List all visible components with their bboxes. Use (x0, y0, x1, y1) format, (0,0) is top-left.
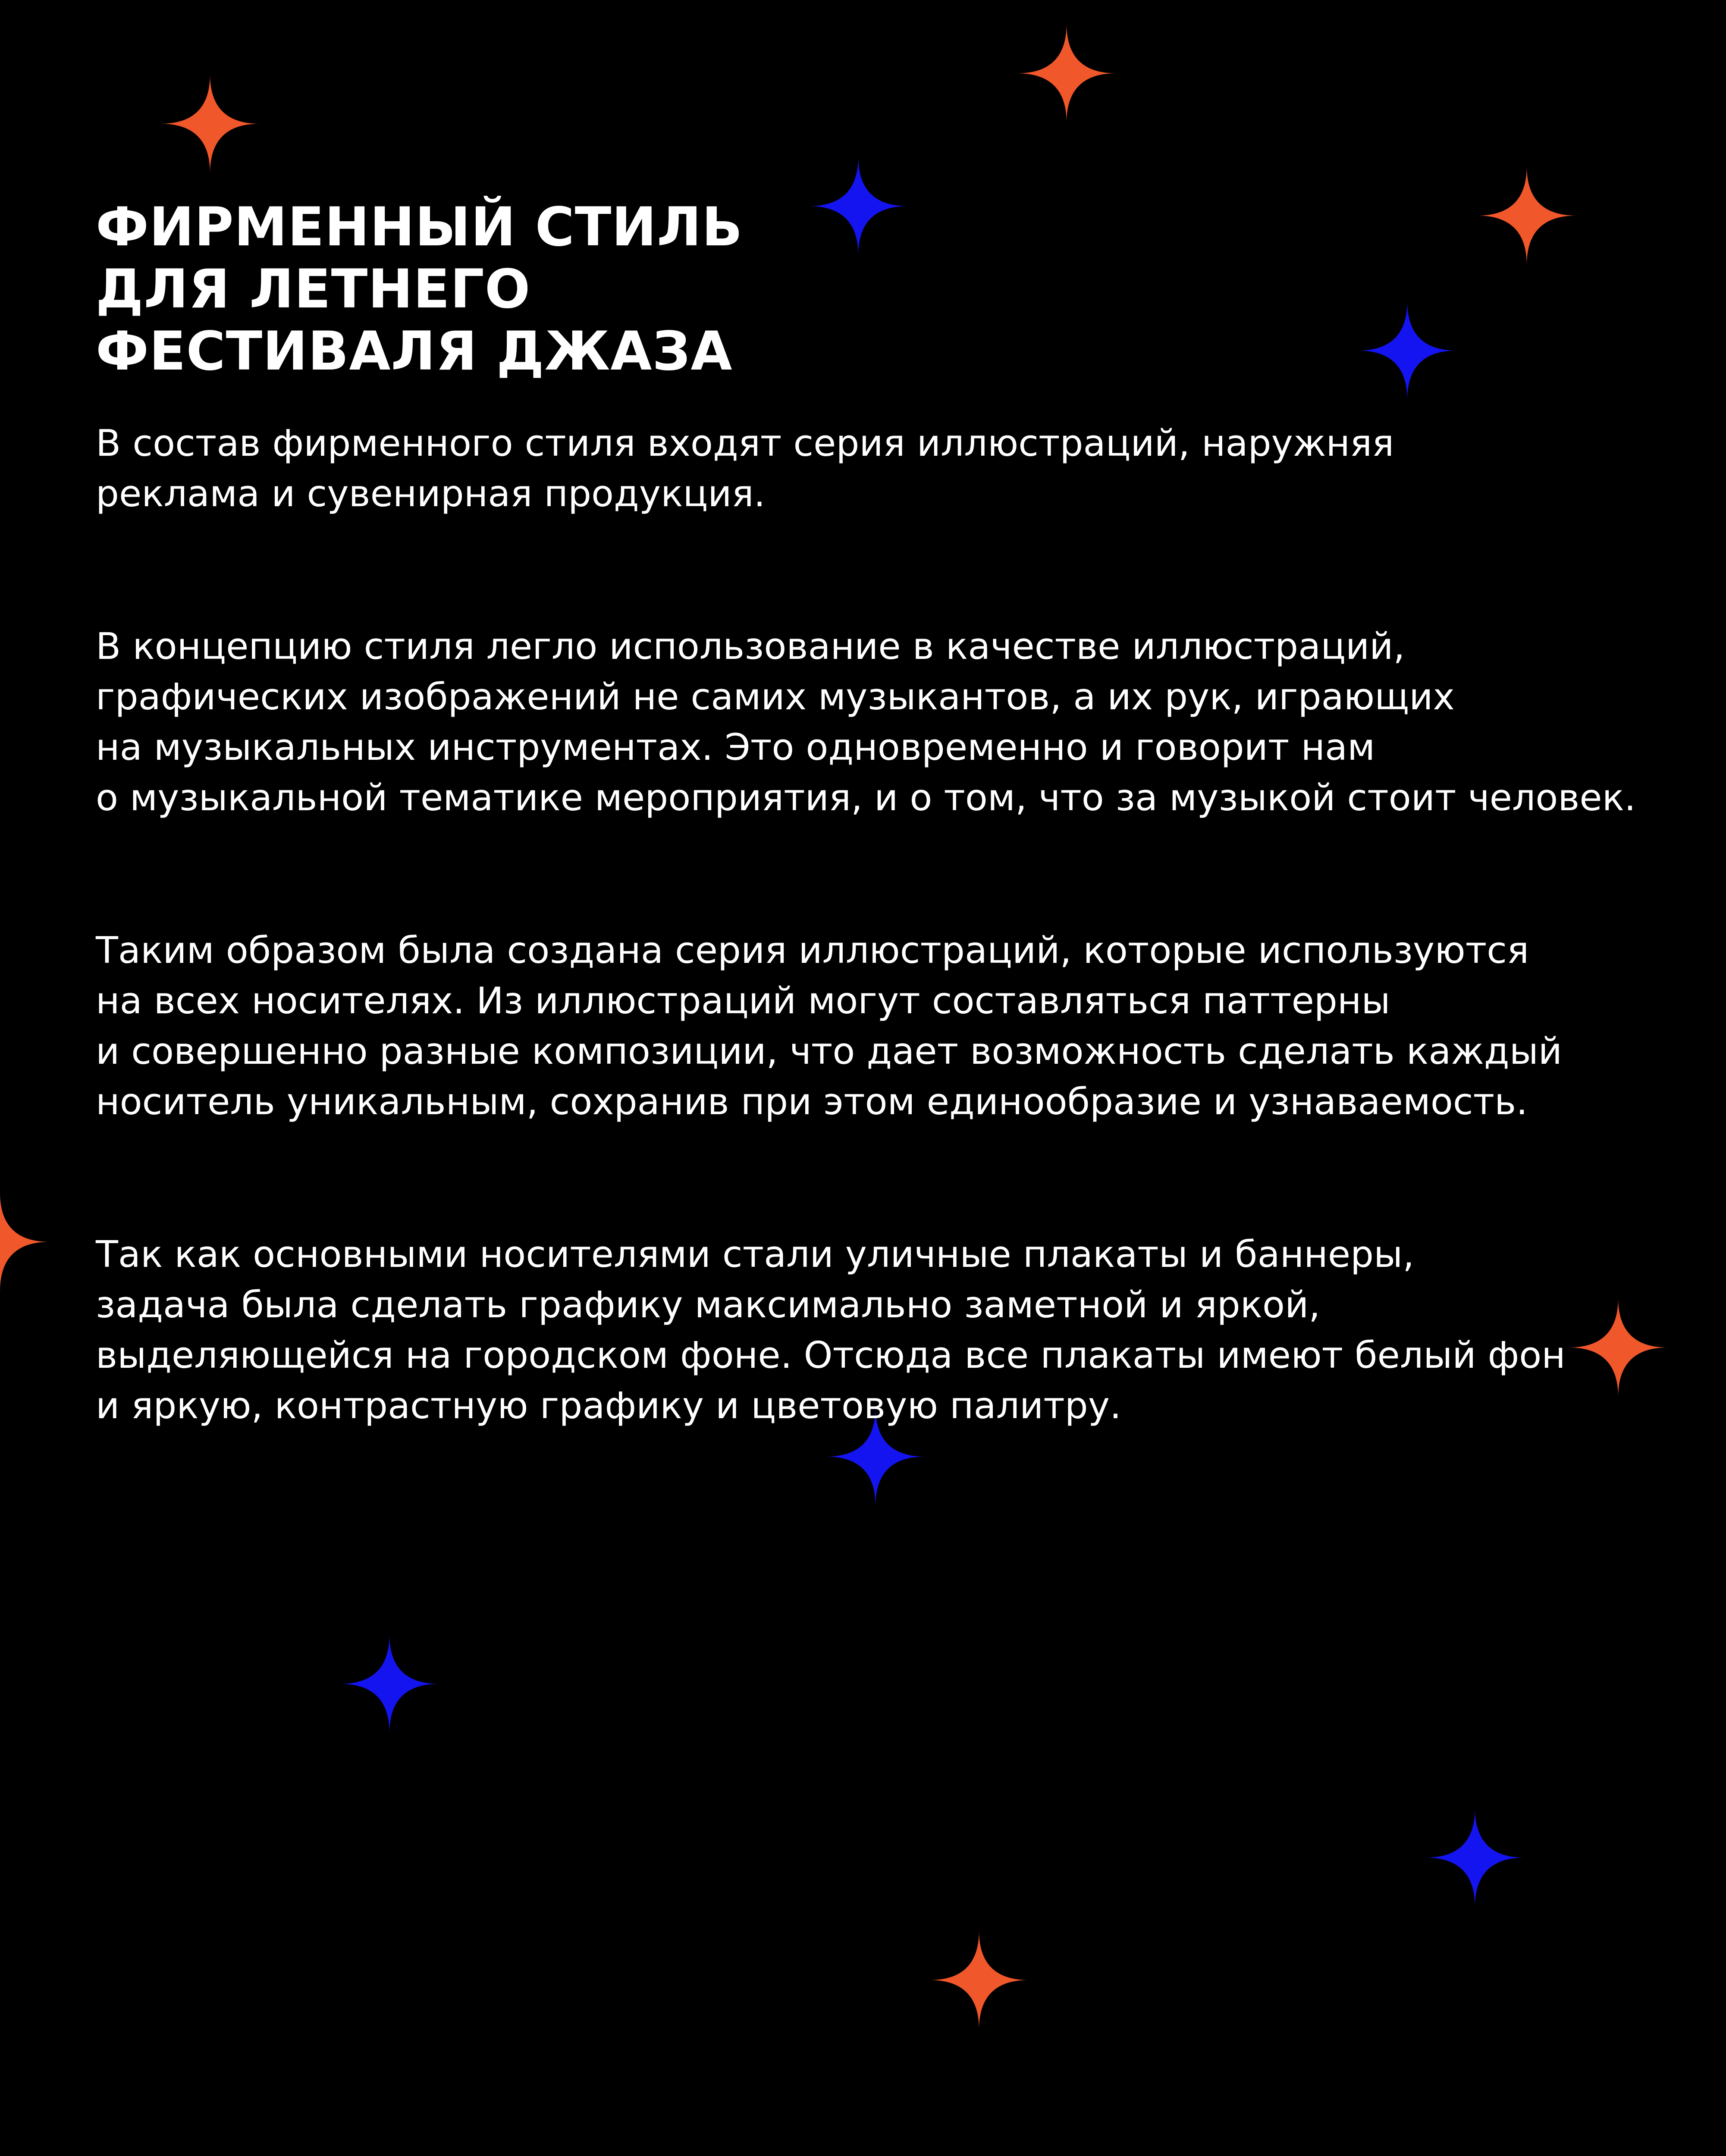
text-line: Так как основными носителями стали уличные плакаты и баннеры, (96, 1233, 1415, 1276)
title-line: ФИРМЕННЫЙ СТИЛЬ (96, 196, 743, 258)
description (96, 418, 1657, 1431)
text-line: выделяющейся на городском фоне. Отсюда все плакаты имеют белый фон (96, 1334, 1566, 1377)
text-line: В концепцию стиля легло использование в качестве иллюстраций, (96, 625, 1405, 668)
text-line: и яркую, контрастную графику и цветовую палитру. (96, 1385, 1122, 1427)
text-line: о музыкальной тематике мероприятия, и о том, что за музыкой стоит человек. (96, 777, 1636, 819)
paragraph-concept (96, 621, 1657, 823)
text-line: В состав фирменного стиля входят серия иллюстраций, наружняя (96, 422, 1394, 465)
title-line: ФЕСТИВАЛЯ ДЖАЗА (96, 320, 733, 382)
four-point-star-icon (1477, 166, 1576, 265)
four-point-star-icon (1358, 301, 1457, 400)
text-line: на всех носителях. Из иллюстраций могут составляться паттерны (96, 980, 1390, 1022)
four-point-star-icon (160, 74, 260, 173)
text-line: Таким образом была создана серия иллюстраций, которые используются (96, 929, 1529, 972)
title-line: ДЛЯ ЛЕТНЕГО (96, 258, 531, 320)
page-title (96, 196, 1131, 382)
text-line: и совершенно разные композиции, что дает возможность сделать каждый (96, 1030, 1563, 1073)
four-point-star-icon (340, 1634, 439, 1733)
text-line: задача была сделать графику максимально заметной и яркой, (96, 1284, 1321, 1326)
text-line: носитель уникальным, сохранив при этом единообразие и узнаваемость. (96, 1081, 1528, 1123)
paragraph-illustrations (96, 925, 1657, 1127)
paragraph-media (96, 1229, 1657, 1431)
text-line: графических изображений не самих музыкантов, а их рук, играющих (96, 676, 1455, 718)
text-line: на музыкальных инструментах. Это одновременно и говорит нам (96, 726, 1375, 769)
four-point-star-icon (1017, 24, 1116, 123)
four-point-star-icon (0, 1192, 50, 1291)
text-line: реклама и сувенирная продукция. (96, 473, 766, 515)
four-point-star-icon (929, 1930, 1029, 2030)
paragraph-composition (96, 418, 1657, 519)
four-point-star-icon (1425, 1808, 1525, 1907)
